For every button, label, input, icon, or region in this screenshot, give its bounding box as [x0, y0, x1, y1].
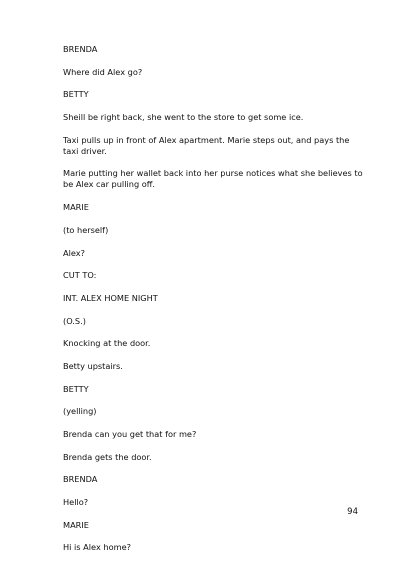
- transition: CUT TO:: [63, 270, 97, 281]
- character-name: BRENDA: [63, 44, 98, 54]
- script-body: [63, 44, 363, 565]
- parenthetical: (O.S.): [63, 315, 86, 326]
- action-line: Taxi pulls up in front of Alex apartment. Marie steps out, and pays the taxi driver.: [63, 134, 350, 156]
- character-name: MARIE: [63, 202, 89, 213]
- character-name: MARIE: [63, 519, 89, 530]
- parenthetical: (yelling): [63, 406, 97, 417]
- scene-heading: INT. ALEX HOME NIGHT: [63, 292, 158, 303]
- character-name: BETTY: [63, 89, 89, 100]
- action-line: Knocking at the door.: [63, 338, 151, 349]
- action-line: Brenda gets the door.: [63, 451, 152, 462]
- page-number: 94: [347, 507, 358, 517]
- dialogue-line: Hello?: [63, 497, 89, 508]
- character-name: BETTY: [63, 383, 89, 394]
- dialogue-line: Where did Alex go?: [63, 66, 143, 77]
- action-line: Marie putting her wallet back into her purse notices what she believes to be Alex car pulling off.: [63, 168, 363, 190]
- parenthetical: (to herself): [63, 224, 109, 235]
- dialogue-line: Hi is Alex home?: [63, 542, 131, 553]
- character-name: BRENDA: [63, 474, 98, 485]
- dialogue-line: Brenda can you get that for me?: [63, 429, 197, 439]
- action-line: Betty upstairs.: [63, 360, 123, 371]
- dialogue-line: Sheill be right back, she went to the store to get some ice.: [63, 112, 304, 123]
- dialogue-line: Alex?: [63, 247, 85, 258]
